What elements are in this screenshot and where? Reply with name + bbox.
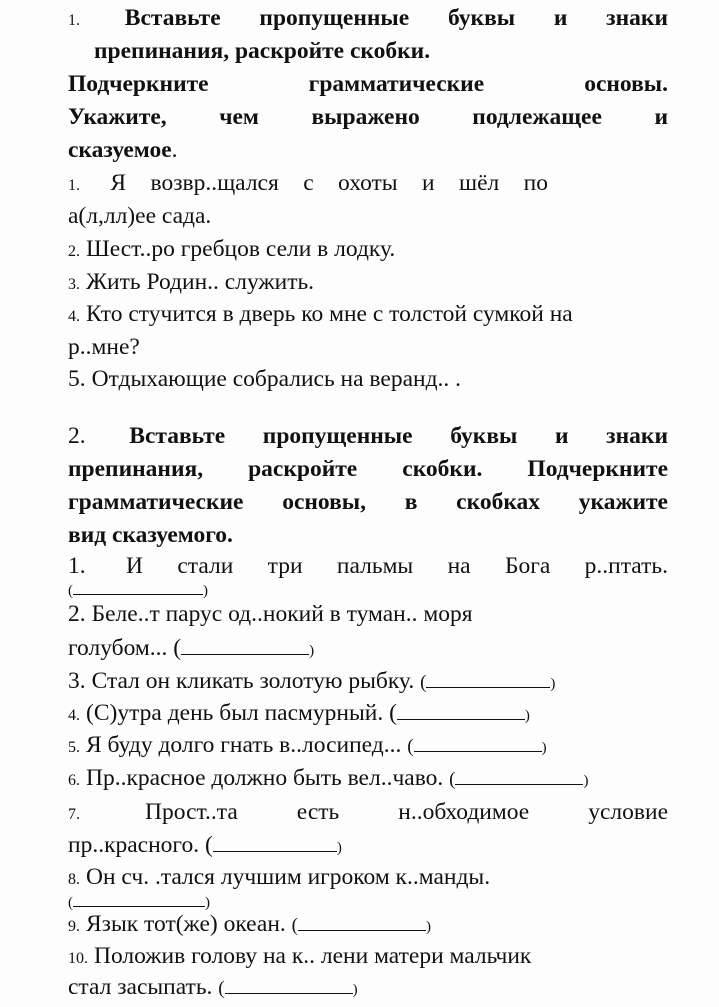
task2-item-3: 3. Стал он кликать золотую рыбку. ( ) bbox=[68, 665, 668, 701]
task2-item-9: 9. Язык тот(же) океан. ( ) bbox=[68, 908, 668, 944]
task2-item-1: 1. И стали три пальмы на Бога р..птать. bbox=[68, 553, 668, 579]
answer-blank[interactable] bbox=[225, 971, 353, 1004]
task1-heading-line5: сказуемое. bbox=[68, 137, 178, 163]
task1-item-4: 4. Кто стучится в дверь ко мне с толстой сумкой на bbox=[68, 301, 573, 327]
task2-item-5: 5. Я буду долго гнать в..лосипед... ( ) bbox=[68, 729, 668, 765]
answer-blank[interactable] bbox=[397, 697, 525, 730]
task2-number: 2. bbox=[68, 423, 86, 449]
task2-heading-line3: грамматические основы, в скобках укажите bbox=[68, 489, 668, 515]
answer-blank[interactable] bbox=[298, 908, 426, 941]
task2-item-10: 10. Положив голову на к.. лени матери мальчик bbox=[68, 943, 532, 969]
answer-blank[interactable] bbox=[426, 665, 550, 698]
task2-item-2-cont: голубом... ( ) bbox=[68, 632, 668, 668]
task2-heading-line2: препинания, раскройте скобки. Подчеркните bbox=[68, 456, 668, 482]
task2-item-7-cont: пр..красного. ( ) bbox=[68, 829, 668, 865]
task2-item-7: 7. Прост..та есть н..обходимое условие bbox=[68, 799, 669, 825]
task1-item-1: 1. Я возвр..щался с охоты и шёл по bbox=[68, 170, 548, 196]
task1-item-2: 2. Шест..ро гребцов сели в лодку. bbox=[68, 236, 396, 262]
answer-blank[interactable] bbox=[455, 762, 583, 795]
task1-number: 1. bbox=[68, 12, 80, 29]
task2-item-2: 2. Беле..т парус од..нокий в туман.. моря bbox=[68, 601, 473, 627]
task1-item-5: 5. Отдыхающие собрались на веранд.. . bbox=[68, 366, 462, 392]
task2-item-1-answer: ( ) bbox=[68, 572, 668, 608]
task1-item-1-cont: а(л,лл)ее сада. bbox=[68, 203, 212, 229]
task2-item-10-cont: стал засыпать. ( ) bbox=[68, 971, 668, 1007]
answer-blank[interactable] bbox=[181, 632, 309, 665]
task2-item-6: 6. Пр..красное должно быть вел..чаво. ( ) bbox=[68, 762, 668, 798]
task1-item-3: 3. Жить Родин.. служить. bbox=[68, 269, 315, 295]
answer-blank[interactable] bbox=[414, 729, 542, 762]
task1-heading-line2: препинания, раскройте скобки. bbox=[94, 38, 431, 64]
task2-item-8-answer: ( ) bbox=[68, 884, 668, 920]
answer-blank[interactable] bbox=[213, 829, 337, 862]
task2-heading-line4: вид сказуемого. bbox=[68, 522, 233, 548]
task2-item-8: 8. Он сч. .тался лучшим игроком к..манды. bbox=[68, 864, 491, 890]
task2-item-4: 4. (С)утра день был пасмурный. ( ) bbox=[68, 697, 668, 733]
task2-heading-line1: 2. Вставьте пропущенные буквы и знаки bbox=[68, 423, 669, 449]
task1-item-4-cont: р..мне? bbox=[68, 334, 140, 360]
task1-heading-line1: 1. Вставьте пропущенные буквы и знаки bbox=[68, 5, 669, 31]
task1-heading-line3: Подчеркните грамматические основы. bbox=[68, 71, 668, 97]
task1-heading-line4: Укажите, чем выражено подлежащее и bbox=[68, 104, 668, 130]
